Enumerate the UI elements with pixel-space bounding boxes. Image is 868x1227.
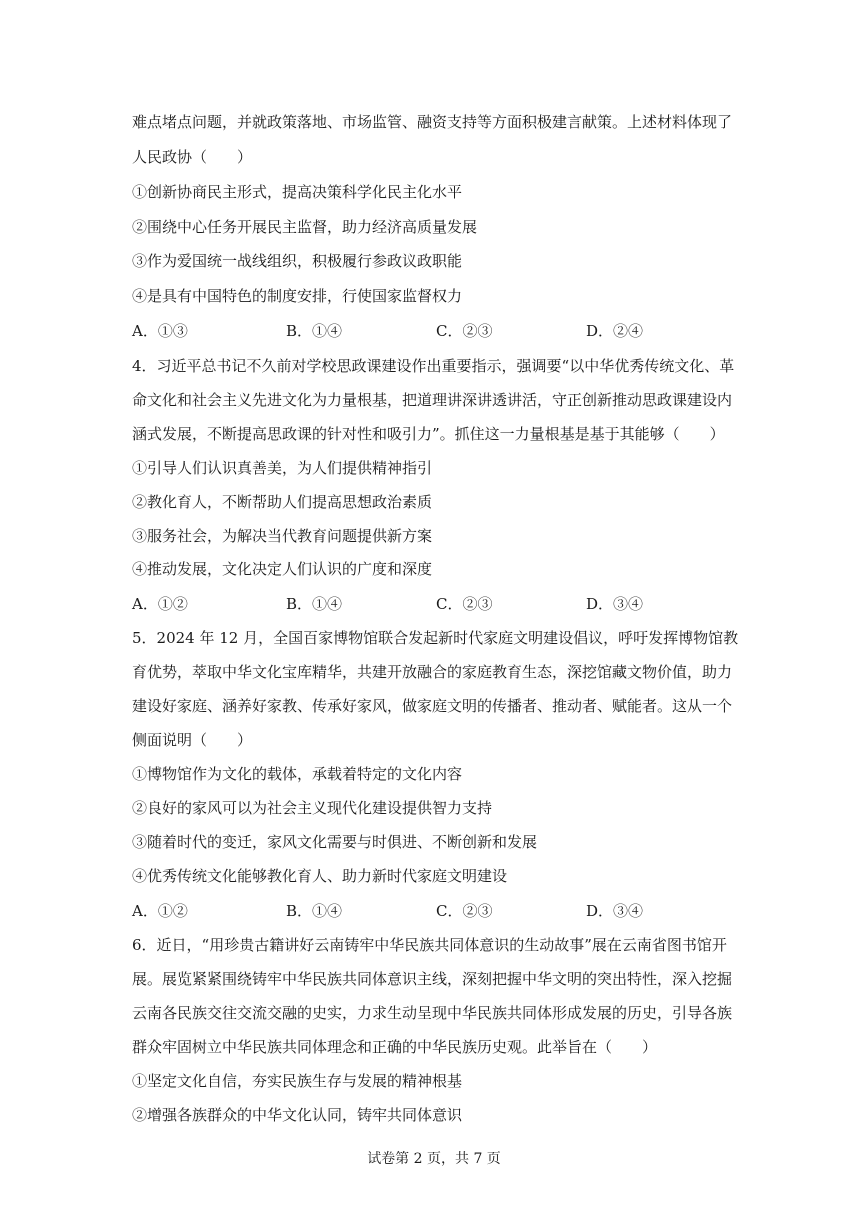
q3-stem-line-2: 人民政协（ ）: [132, 148, 253, 166]
q5-statement-1: ①博物馆作为文化的载体，承载着特定的文化内容: [132, 765, 463, 783]
q3-statement-4: ④是具有中国特色的制度安排，行使国家监督权力: [132, 287, 463, 305]
q5-options: [132, 901, 752, 921]
q5-option-b[interactable]: B．①④: [286, 902, 343, 920]
q3-option-d[interactable]: D．②④: [586, 322, 644, 340]
q4-statement-1: ①引导人们认识真善美，为人们提供精神指引: [132, 459, 433, 477]
q4-option-c[interactable]: C．②③: [436, 595, 493, 613]
q5-statement-3: ③随着时代的变迁，家风文化需要与时俱进、不断创新和发展: [132, 833, 538, 851]
q5-option-a[interactable]: A．①②: [132, 902, 188, 920]
q5-statement-4: ④优秀传统文化能够教化育人、助力新时代家庭文明建设: [132, 867, 508, 885]
q6-statement-1: ①坚定文化自信，夯实民族生存与发展的精神根基: [132, 1072, 463, 1090]
q5-statement-2: ②良好的家风可以为社会主义现代化建设提供智力支持: [132, 799, 493, 817]
q5-option-d[interactable]: D．③④: [586, 902, 644, 920]
q3-options: [132, 321, 752, 341]
q6-stem-line-1: 6．近日，“用珍贵古籍讲好云南铸牢中华民族共同体意识的生动故事”展在云南省图书馆开: [132, 936, 727, 954]
q4-option-d[interactable]: D．③④: [586, 595, 644, 613]
q6-statement-2: ②增强各族群众的中华文化认同，铸牢共同体意识: [132, 1106, 463, 1124]
q6-stem-line-4: 群众牢固树立中华民族共同体理念和正确的中华民族历史观。此举旨在（ ）: [132, 1038, 658, 1056]
q3-statement-3: ③作为爱国统一战线组织，积极履行参政议政职能: [132, 252, 463, 270]
q5-stem-line-4: 侧面说明（ ）: [132, 731, 253, 749]
q3-statement-1: ①创新协商民主形式，提高决策科学化民主化水平: [132, 183, 463, 201]
q4-statement-2: ②教化育人，不断帮助人们提高思想政治素质: [132, 493, 433, 511]
q3-option-c[interactable]: C．②③: [436, 322, 493, 340]
q5-stem-line-1: 5．2024 年 12 月，全国百家博物馆联合发起新时代家庭文明建设倡议，呼吁发挥博物馆教: [132, 629, 739, 647]
q3-stem-line-1: 难点堵点问题，并就政策落地、市场监管、融资支持等方面积极建言献策。上述材料体现了: [132, 113, 733, 131]
q4-option-b[interactable]: B．①④: [286, 595, 343, 613]
q6-stem-line-3: 云南各民族交往交流交融的史实，力求生动呈现中华民族共同体形成发展的历史，引导各族: [132, 1004, 733, 1022]
q3-statement-2: ②围绕中心任务开展民主监督，助力经济高质量发展: [132, 218, 478, 236]
q4-stem-line-1: 4．习近平总书记不久前对学校思政课建设作出重要指示，强调要“以中华优秀传统文化、革: [132, 357, 735, 375]
q4-stem-line-3: 涵式发展，不断提高思政课的针对性和吸引力”。抓住这一力量根基是基于其能够（ ）: [132, 425, 725, 443]
q4-options: [132, 594, 752, 614]
q3-option-b[interactable]: B．①④: [286, 322, 343, 340]
q3-option-a[interactable]: A．①③: [132, 322, 188, 340]
q4-statement-4: ④推动发展，文化决定人们认识的广度和深度: [132, 560, 433, 578]
q6-stem-line-2: 展。展览紧紧围绕铸牢中华民族共同体意识主线，深刻把握中华文明的突出特性，深入挖掘: [132, 970, 733, 988]
q4-stem-line-2: 命文化和社会主义先进文化为力量根基，把道理讲深讲透讲活，守正创新推动思政课建设内: [132, 391, 733, 409]
q5-stem-line-2: 育优势，萃取中华文化宝库精华，共建开放融合的家庭教育生态，深挖馆藏文物价值，助力: [132, 663, 733, 681]
q4-option-a[interactable]: A．①②: [132, 595, 188, 613]
q5-option-c[interactable]: C．②③: [436, 902, 493, 920]
q5-stem-line-3: 建设好家庭、涵养好家教、传承好家风，做家庭文明的传播者、推动者、赋能者。这从一个: [132, 697, 733, 715]
q4-statement-3: ③服务社会，为解决当代教育问题提供新方案: [132, 527, 433, 545]
page-footer: 试卷第 2 页，共 7 页: [367, 1151, 501, 1167]
